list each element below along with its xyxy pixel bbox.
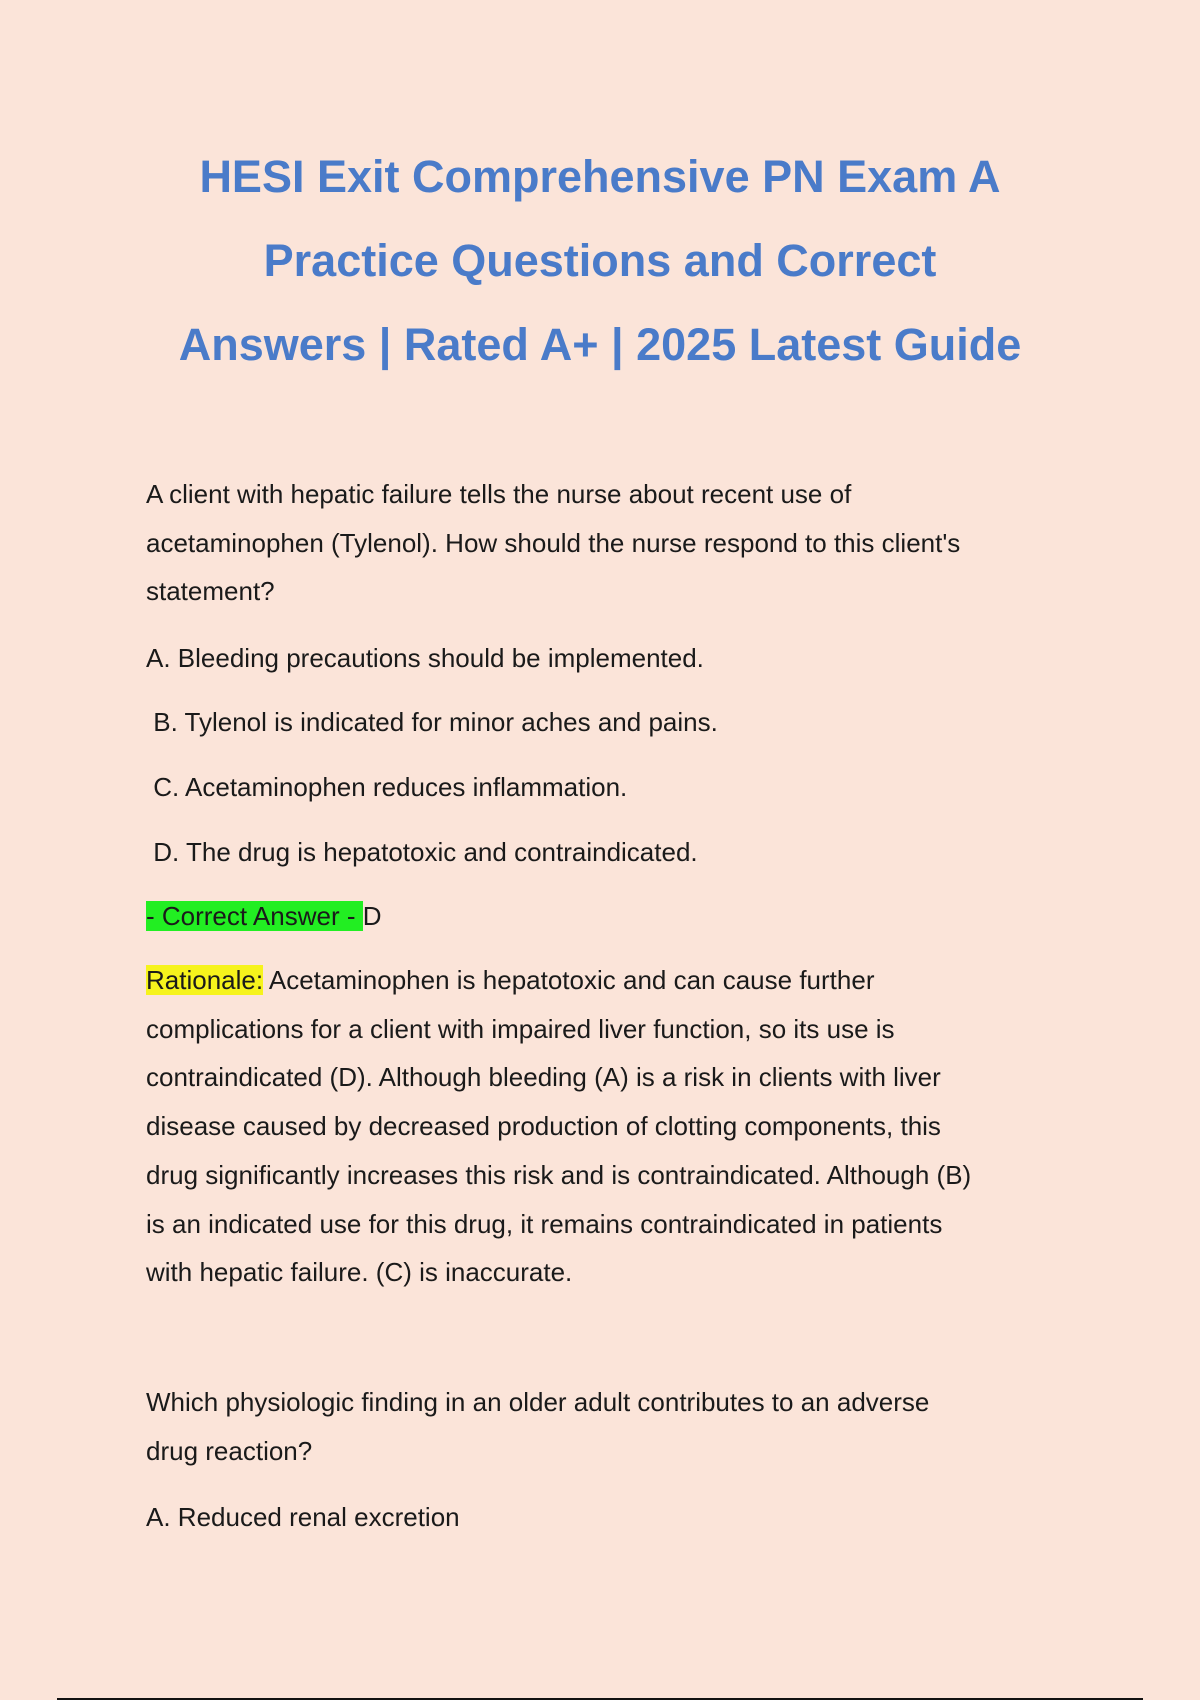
title-line-2: Practice Questions and Correct: [263, 235, 937, 286]
question-1-option-b: B. Tylenol is indicated for minor aches and pains.: [146, 707, 718, 737]
question-1-correct-answer: [146, 896, 382, 936]
question-1-stem: [146, 470, 1066, 616]
question-2-line-1: Which physiologic finding in an older adult contributes to an adverse: [146, 1387, 930, 1417]
rationale-line-6: is an indicated use for this drug, it remains contraindicated in patients: [146, 1208, 943, 1239]
question-1-option-c: C. Acetaminophen reduces inflammation.: [146, 772, 628, 802]
question-1-option-d: D. The drug is hepatotoxic and contraindicated.: [146, 837, 698, 867]
correct-answer-label: - Correct Answer -: [146, 901, 363, 931]
question-1-line-2: acetaminophen (Tylenol). How should the nurse respond to this client's: [146, 527, 961, 558]
title-line-1: HESI Exit Comprehensive PN Exam A: [199, 151, 1001, 202]
rationale-label: Rationale:: [146, 965, 264, 995]
question-1-option-a: A. Bleeding precautions should be implemented.: [146, 643, 704, 673]
rationale-line-4: disease caused by decreased production of clotting components, this: [146, 1111, 941, 1142]
question-1-rationale: [146, 956, 1066, 1297]
correct-answer-value: D: [362, 901, 382, 931]
document-title: [100, 135, 1100, 387]
rationale-line-5: drug significantly increases this risk and is contraindicated. Although (B): [146, 1159, 972, 1190]
rationale-line-2: complications for a client with impaired liver function, so its use is: [146, 1013, 895, 1044]
rationale-line-1: Acetaminophen is hepatotoxic and can cause further: [263, 965, 875, 995]
title-line-3: Answers | Rated A+ | 2025 Latest Guide: [178, 319, 1022, 370]
question-1-line-1: A client with hepatic failure tells the nurse about recent use of: [146, 479, 852, 509]
rationale-line-7: with hepatic failure. (C) is inaccurate.: [146, 1257, 573, 1288]
question-1-line-3: statement?: [146, 576, 275, 607]
question-2-option-a: A. Reduced renal excretion: [146, 1502, 460, 1532]
question-2-line-2: drug reaction?: [146, 1435, 313, 1466]
rationale-line-3: contraindicated (D). Although bleeding (A) is a risk in clients with liver: [146, 1062, 941, 1093]
question-2-stem: [146, 1378, 1066, 1475]
